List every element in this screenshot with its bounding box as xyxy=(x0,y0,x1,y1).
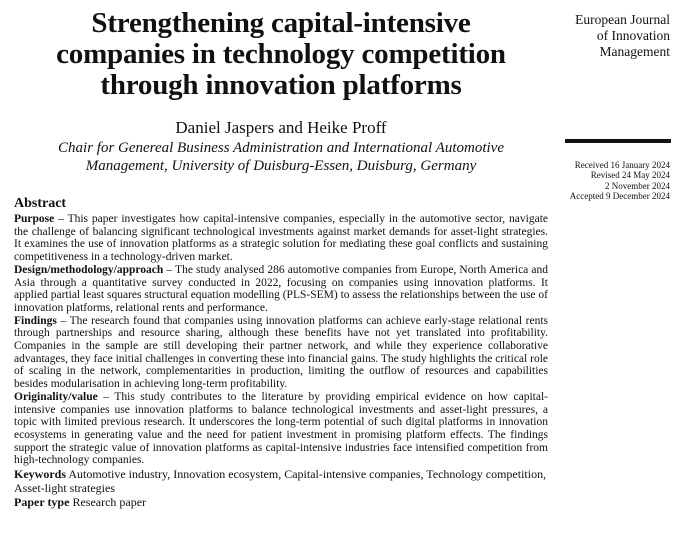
purpose-text: – This paper investigates how capital-intensive companies, especially in the automotive sector, navigate the challenge of balancing significant technological investments against market demands for asset-light strategies. It examines the use of innovation platforms as a strategic solution for mediating these goal conflicts and sustaining competitiveness in a technology-driven market. xyxy=(14,213,548,264)
abstract-originality xyxy=(14,391,548,467)
date-revised: Revised 24 May 2024 xyxy=(590,170,670,181)
keywords xyxy=(14,467,548,495)
abstract-purpose xyxy=(14,213,548,264)
journal-divider xyxy=(565,139,671,143)
journal-line: European Journal xyxy=(575,12,670,27)
abstract xyxy=(14,196,548,509)
paper-title xyxy=(14,8,548,101)
affiliation-line: Chair for Genereal Business Administration and International Automotive xyxy=(58,140,504,156)
affiliation-line: Management, University of Duisburg-Essen, Duisburg, Germany xyxy=(85,158,477,174)
date-accepted: Accepted 9 December 2024 xyxy=(569,190,670,201)
title-line: through innovation platforms xyxy=(100,69,462,101)
article-dates xyxy=(552,160,670,201)
journal-line: Management xyxy=(599,44,670,59)
originality-label: Originality/value xyxy=(14,390,98,403)
date-revised-2: 2 November 2024 xyxy=(605,180,670,191)
journal-line: of Innovation xyxy=(596,28,670,43)
paper-type xyxy=(14,495,548,509)
paper-type-label: Paper type xyxy=(14,495,70,510)
design-label: Design/methodology/approach xyxy=(14,263,164,276)
affiliation xyxy=(14,139,548,175)
authors: Daniel Jaspers and Heike Proff xyxy=(175,118,387,137)
keywords-label: Keywords xyxy=(14,467,66,482)
originality-text: – This study contributes to the literature by providing empirical evidence on how capital-intensive companies use innovation platforms to balance technological investments and asset-light pressures, a topic with limited previous research. It underscores the long-term potential of such digital platforms in innovation ecosystems in generating value and the need for patient investment in promising platform effects. The findings support the strategic value of innovation platforms as capital-intensive industries face intensified competition from high-technology companies. xyxy=(14,390,548,467)
abstract-design xyxy=(14,264,548,315)
date-received: Received 16 January 2024 xyxy=(574,160,670,170)
abstract-heading: Abstract xyxy=(14,196,67,211)
journal-name xyxy=(552,12,670,60)
findings-text: – The research found that companies using innovation platforms can achieve early-stage relational rents through partnerships and resource sharing, although these benefits have not yet translated into profitability. Companies in the sample are still developing their partner network, and while they experience collaborative advantages, they face initial challenges in converting these into financial gains. The study highlights the critical role of scaling in the network, complementarities in production, limiting the outflow of resources and capabilities besides modularisation in achieving long-term profitability. xyxy=(14,314,548,391)
abstract-findings xyxy=(14,315,548,391)
keywords-text: Automotive industry, Innovation ecosystem, Capital-intensive companies, Technology competition, Asset-light strategies xyxy=(14,467,547,496)
findings-label: Findings xyxy=(14,314,57,327)
paper-type-text: Research paper xyxy=(69,495,147,510)
title-line: Strengthening capital-intensive xyxy=(91,7,471,39)
title-line: companies in technology competition xyxy=(56,38,506,70)
purpose-label: Purpose xyxy=(14,213,55,225)
design-text: – The study analysed 286 automotive companies from Europe, North America and Asia through a quantitative survey conducted in 2022, focusing on companies using innovation platforms. It applied partial least squares structural equation modelling (PLS-SEM) to assess the relationships between the use of innovation platforms, relational rents and performance. xyxy=(14,263,548,314)
